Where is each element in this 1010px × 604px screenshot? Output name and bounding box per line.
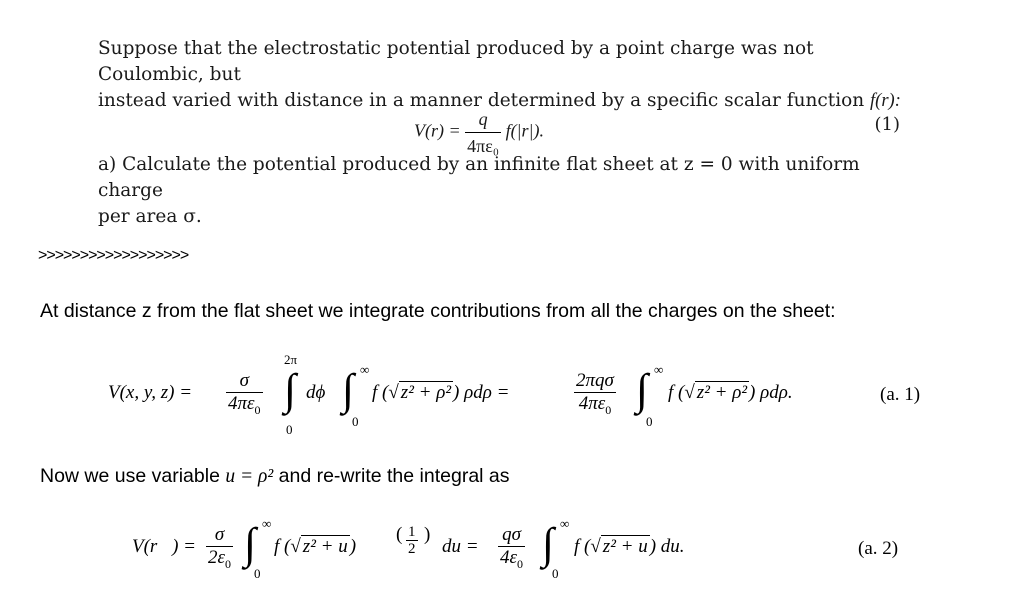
equation-1-label: (1) — [874, 114, 900, 135]
para2-suffix: and re-write the integral as — [273, 465, 510, 487]
problem-line-1: Suppose that the electrostatic potential produced by a point charge was not Coulombic, but — [98, 38, 814, 85]
equation-1 — [98, 102, 908, 156]
para2-prefix: Now we use variable — [40, 465, 226, 487]
problem-function: f(r): — [870, 91, 901, 111]
para2-math: u = ρ² — [225, 466, 274, 487]
solution-paragraph-1: At distance z from the flat sheet we integrate contributions from all the charges on the sheet: — [40, 300, 836, 322]
problem-line-2-text: instead varied with distance in a manner determined by a specific scalar function — [98, 90, 871, 111]
section-separator: >>>>>>>>>>>>>>>>>> — [38, 247, 189, 264]
equation-1-numerator: q — [465, 106, 501, 133]
part-a — [98, 152, 908, 230]
part-a-line-2: per area σ. — [98, 206, 202, 227]
part-a-line-1: a) Calculate the potential produced by an infinite flat sheet at z = 0 with uniform charge — [98, 154, 860, 201]
solution-paragraph-2 — [40, 465, 510, 488]
equation-1-rhs: f(|r|). — [505, 120, 544, 141]
equation-1-denominator: 4πε₀ — [467, 136, 500, 156]
problem-statement — [98, 36, 908, 227]
equation-1-lhs: V(r) = — [414, 120, 461, 141]
equation-a1-label: (a. 1) — [880, 384, 921, 405]
equation-a2-label: (a. 2) — [858, 538, 899, 559]
